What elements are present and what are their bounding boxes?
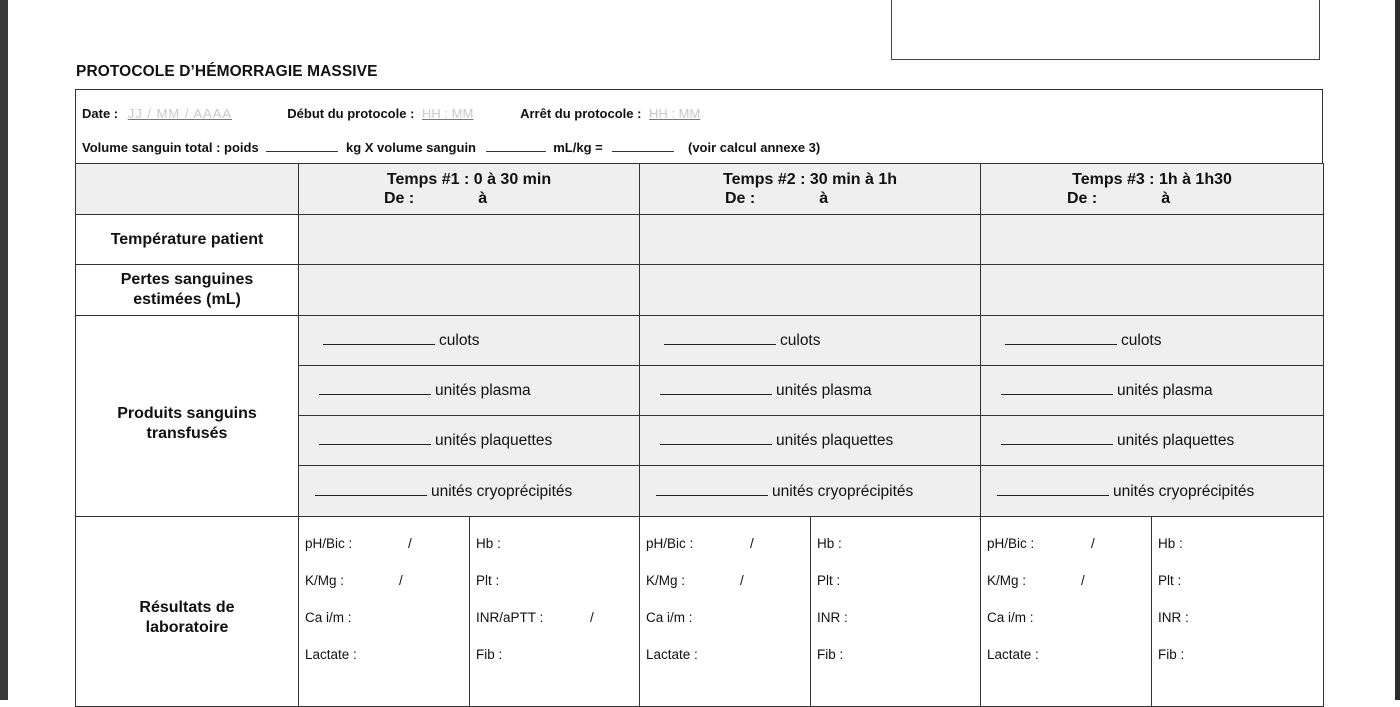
lab-hb-label-3: Hb : <box>1158 536 1183 551</box>
lab-kmg-3 <box>987 573 1151 610</box>
plasma-label-1: unités plasma <box>435 382 531 399</box>
weight-field[interactable] <box>266 139 338 152</box>
protocol-info-box <box>75 89 1323 164</box>
plasma-line-3[interactable] <box>1001 381 1113 395</box>
lab-kmg-1 <box>305 573 469 610</box>
header-temps-3 <box>981 164 1324 215</box>
labo-label-line2: laboratoire <box>145 619 229 636</box>
temperature-cell-2[interactable] <box>640 215 981 265</box>
date-field[interactable]: JJ / MM / AAAA <box>127 106 233 121</box>
debut-label: Début du protocole : <box>287 106 415 121</box>
plasma-cell-1[interactable] <box>299 366 640 416</box>
plaquettes-line-3[interactable] <box>1001 431 1113 445</box>
lab-kmg-slash-2: / <box>740 573 744 588</box>
lab-cai-2 <box>646 610 810 647</box>
plasma-cell-2[interactable] <box>640 366 981 416</box>
culots-label-3: culots <box>1121 332 1162 349</box>
arret-field[interactable]: HH : MM <box>649 106 701 121</box>
lab-phbic-1 <box>305 536 469 573</box>
temperature-row <box>76 215 1324 265</box>
header-row <box>76 164 1324 215</box>
plaquettes-line-1[interactable] <box>319 431 431 445</box>
pertes-label <box>76 265 299 316</box>
temps-2-title: Temps #2 : 30 min à 1h <box>723 171 897 188</box>
lab-cai-label-3: Ca i/m : <box>987 610 1034 625</box>
plaquettes-cell-3[interactable] <box>981 416 1324 466</box>
header-temps-2 <box>640 164 981 215</box>
lab-phbic-slash-2: / <box>750 536 754 551</box>
labo-row <box>76 517 1324 707</box>
culots-cell-2[interactable] <box>640 316 981 366</box>
header-corner-cell <box>76 164 299 215</box>
info-line-dates <box>82 106 700 121</box>
lab-phbic-2 <box>646 536 810 573</box>
lab-phbic-label-1: pH/Bic : <box>305 536 353 551</box>
culots-label-1: culots <box>439 332 480 349</box>
total-volume-field[interactable] <box>612 139 674 152</box>
kg-label: kg X volume sanguin <box>345 140 476 155</box>
lab-kmg-slash-1: / <box>399 573 403 588</box>
temperature-cell-3[interactable] <box>981 215 1324 265</box>
plasma-cell-3[interactable] <box>981 366 1324 416</box>
labo-right-1[interactable] <box>470 517 640 707</box>
lab-lactate-label-1: Lactate : <box>305 647 357 662</box>
culots-cell-3[interactable] <box>981 316 1324 366</box>
lab-kmg-2 <box>646 573 810 610</box>
lab-lactate-2 <box>646 647 810 684</box>
lab-plt-1 <box>476 573 639 610</box>
plasma-label-3: unités plasma <box>1117 382 1213 399</box>
lab-lactate-1 <box>305 647 469 684</box>
labo-label-line1: Résultats de <box>139 599 235 616</box>
annex-note: (voir calcul annexe 3) <box>688 140 821 155</box>
debut-field[interactable]: HH : MM <box>422 106 474 121</box>
lab-lactate-3 <box>987 647 1151 684</box>
lab-cai-3 <box>987 610 1151 647</box>
produits-label-line2: transfusés <box>146 425 228 442</box>
lab-hb-label-1: Hb : <box>476 536 501 551</box>
temps-2-range <box>725 189 895 208</box>
labo-right-3[interactable] <box>1152 517 1324 707</box>
lab-fib-2 <box>817 647 980 684</box>
lab-hb-3 <box>1158 536 1323 573</box>
lab-fib-label-1: Fib : <box>476 647 503 662</box>
temps-2-a: à <box>819 190 829 207</box>
plasma-line-1[interactable] <box>319 381 431 395</box>
pertes-label-line2: estimées (mL) <box>133 291 241 308</box>
pertes-cell-1[interactable] <box>299 265 640 316</box>
lab-lactate-label-2: Lactate : <box>646 647 698 662</box>
labo-left-2[interactable] <box>640 517 811 707</box>
labo-right-2[interactable] <box>811 517 981 707</box>
lab-cai-label-2: Ca i/m : <box>646 610 693 625</box>
plasma-label-2: unités plasma <box>776 382 872 399</box>
temperature-cell-1[interactable] <box>299 215 640 265</box>
lab-kmg-slash-3: / <box>1081 573 1085 588</box>
lab-hb-label-2: Hb : <box>817 536 842 551</box>
temps-1-de: De : <box>384 190 415 207</box>
culots-cell-1[interactable] <box>299 316 640 366</box>
form-title: PROTOCOLE D’HÉMORRAGIE MASSIVE <box>76 63 378 80</box>
header-temps-1 <box>299 164 640 215</box>
cryo-label-3: unités cryoprécipités <box>1113 482 1255 500</box>
volume-label: Volume sanguin total : poids <box>82 140 259 155</box>
culots-line-3[interactable] <box>1005 331 1117 345</box>
protocol-table <box>75 163 1324 707</box>
plaquettes-label-2: unités plaquettes <box>776 432 894 449</box>
lab-inr-slash-1: / <box>590 610 594 625</box>
culots-line-2[interactable] <box>664 331 776 345</box>
labo-label <box>76 517 299 707</box>
lab-plt-2 <box>817 573 980 610</box>
cryo-line-1[interactable] <box>315 482 427 496</box>
temps-1-a: à <box>478 190 488 207</box>
temperature-label: Température patient <box>76 215 299 265</box>
lab-phbic-3 <box>987 536 1151 573</box>
pertes-cell-3[interactable] <box>981 265 1324 316</box>
date-label: Date : <box>82 106 119 121</box>
lab-phbic-slash-1: / <box>408 536 412 551</box>
temps-1-range <box>384 189 554 208</box>
lab-kmg-label-1: K/Mg : <box>305 573 345 588</box>
lab-cai-1 <box>305 610 469 647</box>
patient-label-box <box>891 0 1320 60</box>
lab-plt-label-3: Plt : <box>1158 573 1182 588</box>
lab-phbic-label-3: pH/Bic : <box>987 536 1035 551</box>
lab-phbic-slash-3: / <box>1091 536 1095 551</box>
viewer-right-border <box>1395 0 1400 700</box>
plaquettes-line-2[interactable] <box>660 431 772 445</box>
cryo-cell-3[interactable] <box>981 466 1324 517</box>
temps-3-title: Temps #3 : 1h à 1h30 <box>1072 171 1232 188</box>
lab-cai-label-1: Ca i/m : <box>305 610 352 625</box>
cryo-label-1: unités cryoprécipités <box>431 482 573 500</box>
lab-inr-1 <box>476 610 639 647</box>
temps-3-range <box>1067 189 1237 208</box>
plaquettes-label-3: unités plaquettes <box>1117 432 1235 449</box>
cryo-cell-2[interactable] <box>640 466 981 517</box>
produits-row-culots <box>76 316 1324 366</box>
produits-label <box>76 316 299 517</box>
lab-plt-3 <box>1158 573 1323 610</box>
cryo-line-3[interactable] <box>997 482 1109 496</box>
lab-phbic-label-2: pH/Bic : <box>646 536 694 551</box>
labo-left-1[interactable] <box>299 517 470 707</box>
plaquettes-cell-2[interactable] <box>640 416 981 466</box>
arret-label: Arrêt du protocole : <box>520 106 642 121</box>
blood-volume-field[interactable] <box>486 139 546 152</box>
produits-label-line1: Produits sanguins <box>117 405 257 422</box>
lab-hb-2 <box>817 536 980 573</box>
plaquettes-cell-1[interactable] <box>299 416 640 466</box>
lab-inr-label-1: INR/aPTT : <box>476 610 544 625</box>
viewer-left-border <box>0 0 8 700</box>
lab-fib-1 <box>476 647 639 684</box>
pertes-row <box>76 265 1324 316</box>
lab-plt-label-2: Plt : <box>817 573 841 588</box>
lab-fib-label-2: Fib : <box>817 647 844 662</box>
lab-inr-label-3: INR : <box>1158 610 1189 625</box>
pertes-cell-2[interactable] <box>640 265 981 316</box>
cryo-cell-1[interactable] <box>299 466 640 517</box>
culots-line-1[interactable] <box>323 331 435 345</box>
temps-1-title: Temps #1 : 0 à 30 min <box>386 171 552 188</box>
culots-label-2: culots <box>780 332 821 349</box>
lab-fib-label-3: Fib : <box>1158 647 1185 662</box>
lab-fib-3 <box>1158 647 1323 684</box>
lab-lactate-label-3: Lactate : <box>987 647 1039 662</box>
temps-2-de: De : <box>725 190 756 207</box>
lab-kmg-label-2: K/Mg : <box>646 573 686 588</box>
lab-kmg-label-3: K/Mg : <box>987 573 1027 588</box>
info-line-volume <box>82 139 820 155</box>
mlkg-label: mL/kg = <box>553 140 603 155</box>
lab-inr-label-2: INR : <box>817 610 848 625</box>
lab-inr-3 <box>1158 610 1323 647</box>
temps-3-de: De : <box>1067 190 1098 207</box>
cryo-label-2: unités cryoprécipités <box>772 482 914 500</box>
labo-left-3[interactable] <box>981 517 1152 707</box>
temps-3-a: à <box>1161 190 1171 207</box>
lab-plt-label-1: Plt : <box>476 573 500 588</box>
plaquettes-label-1: unités plaquettes <box>435 432 553 449</box>
cryo-line-2[interactable] <box>656 482 768 496</box>
lab-hb-1 <box>476 536 639 573</box>
pertes-label-line1: Pertes sanguines <box>120 271 254 288</box>
lab-inr-2 <box>817 610 980 647</box>
plasma-line-2[interactable] <box>660 381 772 395</box>
